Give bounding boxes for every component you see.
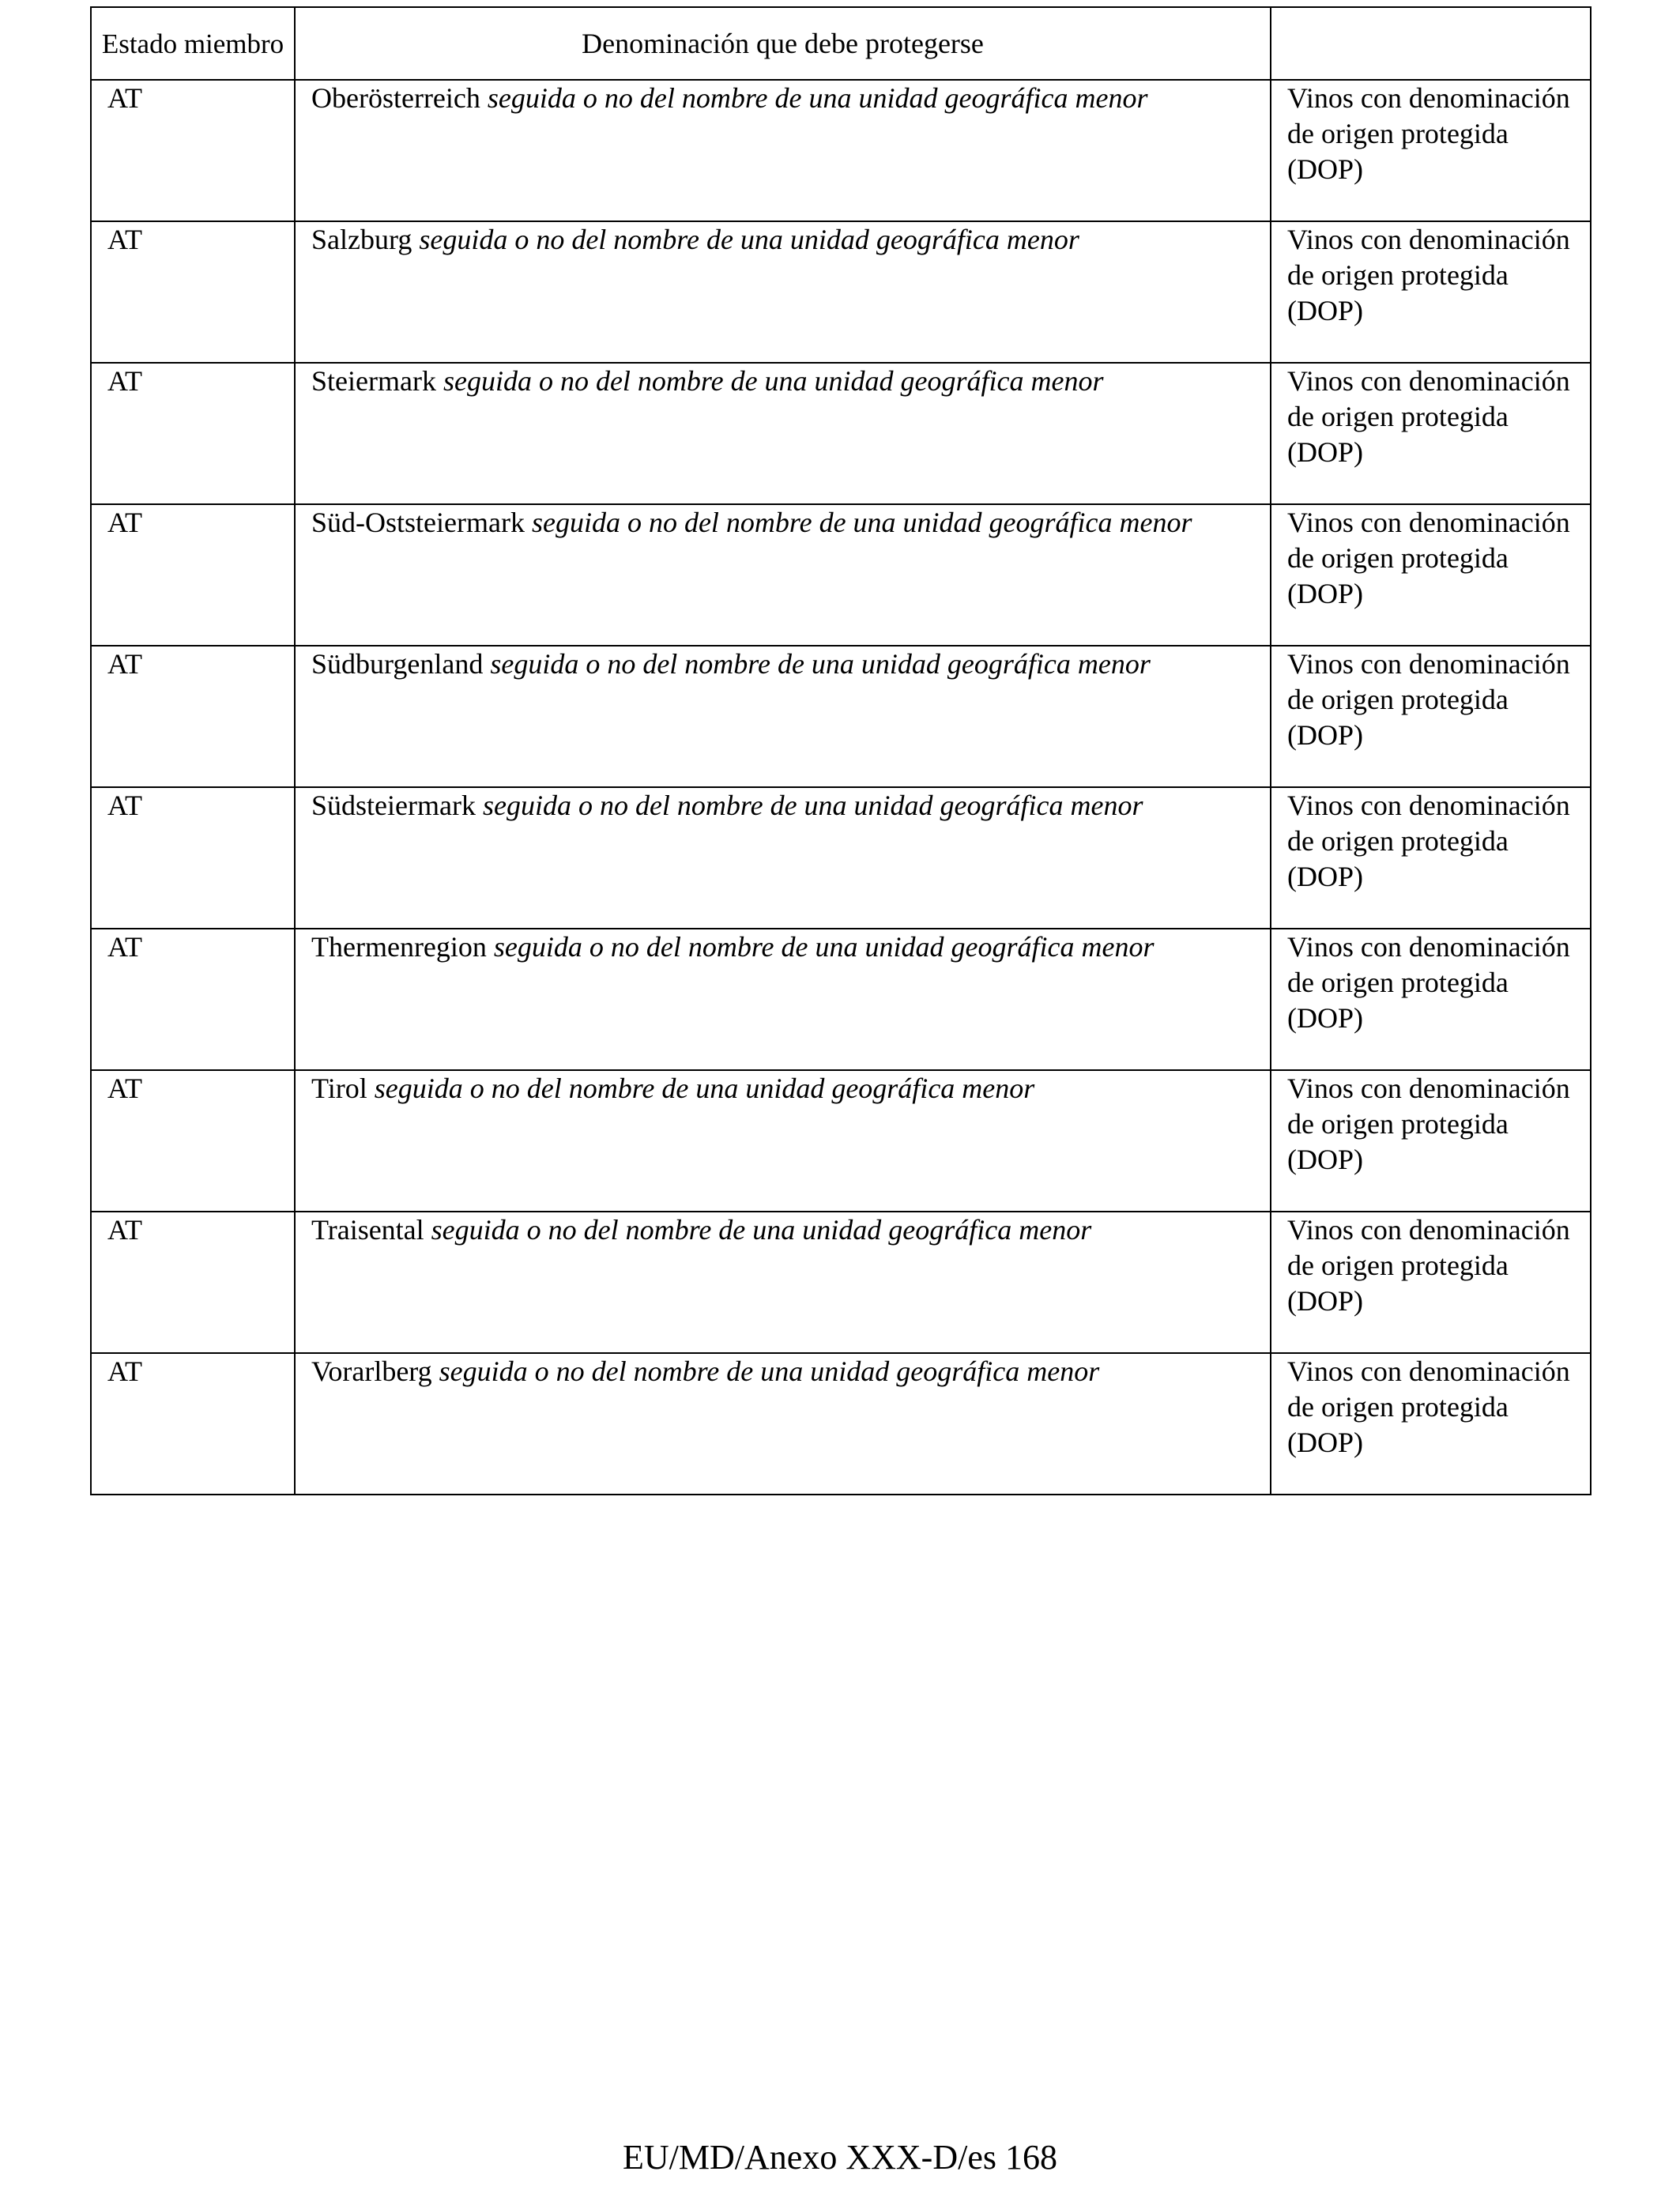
name-qualifier: seguida o no del nombre de una unidad geográfica menor [531,507,1192,538]
member-state-cell: AT [91,1212,295,1353]
protected-name-cell [295,1353,1271,1495]
wine-region-name: Traisental [311,1214,424,1246]
name-qualifier: seguida o no del nombre de una unidad geográfica menor [431,1214,1092,1246]
table-body [91,80,1591,1495]
wine-region-name: Steiermark [311,365,436,397]
protected-name-cell [295,1070,1271,1212]
table-row [91,1070,1591,1212]
protected-name-cell [295,221,1271,363]
protected-name-cell [295,363,1271,504]
member-state-cell: AT [91,1353,295,1495]
protected-name-cell [295,504,1271,646]
table-row [91,363,1591,504]
protected-name-cell [295,1212,1271,1353]
table-row [91,929,1591,1070]
wine-region-name: Thermenregion [311,931,487,963]
member-state-cell: AT [91,787,295,929]
member-state-cell: AT [91,363,295,504]
table-row [91,1212,1591,1353]
table-row [91,787,1591,929]
table-row [91,221,1591,363]
member-state-cell: AT [91,929,295,1070]
name-qualifier: seguida o no del nombre de una unidad geográfica menor [439,1355,1100,1387]
name-qualifier: seguida o no del nombre de una unidad geográfica menor [374,1072,1035,1104]
page-footer-reference: EU/MD/Anexo XXX-D/es 168 [623,2138,1057,2177]
wine-region-name: Vorarlberg [311,1355,432,1387]
protected-name-cell [295,646,1271,787]
protected-names-table [90,6,1591,1495]
wine-region-name: Salzburg [311,224,412,255]
product-type-cell: Vinos con denominación de origen protegida (DOP) [1271,1353,1591,1495]
header-member-state: Estado miembro [91,7,295,80]
header-protected-name: Denominación que debe protegerse [295,7,1271,80]
product-type-cell: Vinos con denominación de origen protegida (DOP) [1271,504,1591,646]
table-header-row [91,7,1591,80]
member-state-cell: AT [91,646,295,787]
name-qualifier: seguida o no del nombre de una unidad geográfica menor [482,790,1143,821]
product-type-cell: Vinos con denominación de origen protegida (DOP) [1271,363,1591,504]
name-qualifier: seguida o no del nombre de una unidad geográfica menor [443,365,1104,397]
member-state-cell: AT [91,80,295,221]
wine-region-name: Süd-Oststeiermark [311,507,525,538]
header-product-type [1271,7,1591,80]
protected-name-cell [295,929,1271,1070]
product-type-cell: Vinos con denominación de origen protegida (DOP) [1271,787,1591,929]
name-qualifier: seguida o no del nombre de una unidad geográfica menor [419,224,1079,255]
product-type-cell: Vinos con denominación de origen protegida (DOP) [1271,929,1591,1070]
wine-region-name: Oberösterreich [311,82,480,114]
product-type-cell: Vinos con denominación de origen protegida (DOP) [1271,221,1591,363]
table-row [91,646,1591,787]
name-qualifier: seguida o no del nombre de una unidad geográfica menor [493,931,1155,963]
name-qualifier: seguida o no del nombre de una unidad geográfica menor [487,82,1148,114]
table-row [91,1353,1591,1495]
wine-region-name: Tirol [311,1072,367,1104]
member-state-cell: AT [91,221,295,363]
product-type-cell: Vinos con denominación de origen protegida (DOP) [1271,80,1591,221]
wine-region-name: Südsteiermark [311,790,476,821]
protected-name-cell [295,80,1271,221]
member-state-cell: AT [91,504,295,646]
table-row [91,504,1591,646]
wine-region-name: Südburgenland [311,648,484,680]
product-type-cell: Vinos con denominación de origen protegida (DOP) [1271,1070,1591,1212]
protected-name-cell [295,787,1271,929]
name-qualifier: seguida o no del nombre de una unidad geográfica menor [490,648,1151,680]
member-state-cell: AT [91,1070,295,1212]
product-type-cell: Vinos con denominación de origen protegida (DOP) [1271,646,1591,787]
product-type-cell: Vinos con denominación de origen protegida (DOP) [1271,1212,1591,1353]
table-row [91,80,1591,221]
